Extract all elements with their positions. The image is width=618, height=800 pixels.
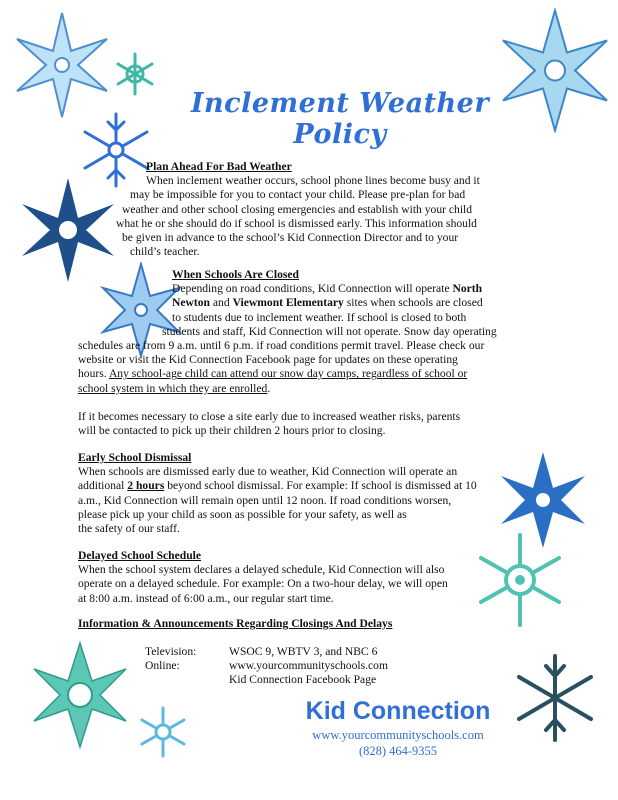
text-line: a.m., Kid Connection will remain open until 12 noon. If road conditions worsen, [78, 493, 452, 507]
info-table [145, 645, 445, 688]
section-information [78, 617, 498, 631]
text-line: what he or she should do if school is dismissed early. This information should [116, 216, 477, 230]
info-label: Television: [145, 645, 197, 658]
snowflake-icon [12, 10, 112, 120]
underlined-text: Any school-age child can attend our snow day camps, regardless of school or [108, 367, 468, 381]
text-span: Depending on road conditions, Kid Connection will operate [172, 282, 450, 296]
text-span: sites when schools are closed [346, 296, 483, 310]
section-early-dismissal [78, 451, 498, 536]
text-span: and [212, 296, 230, 310]
section-plan-ahead [108, 160, 528, 259]
text-span: hours. [78, 367, 107, 381]
text-line: will be contacted to pick up their children 2 hours prior to closing. [78, 424, 386, 438]
text-line: When schools are dismissed early due to weather, Kid Connection will operate an [78, 465, 458, 479]
section-close-early [78, 410, 518, 438]
text-line [78, 367, 518, 381]
bold-text: 2 hours [127, 479, 165, 493]
section-heading: When Schools Are Closed [172, 268, 300, 281]
text-line: at 8:00 a.m. instead of 6:00 a.m., our regular start time. [78, 591, 334, 605]
text-line: the safety of our staff. [78, 522, 180, 536]
info-label: Online: [145, 659, 180, 673]
snowflake-icon [138, 705, 188, 759]
text-span: beyond school dismissal. For example: If school is dismissed at 10 [167, 479, 477, 493]
org-phone: (828) 464-9355 [358, 744, 438, 758]
text-line: be given in advance to the school’s Kid Connection Director and to your [122, 231, 459, 245]
snowflake-icon [30, 640, 130, 750]
text-line: weather and other school closing emergencies and establish with your child [122, 202, 473, 216]
bold-text: North [452, 282, 483, 296]
text-line: to students due to inclement weather. If school is closed to both [172, 310, 467, 324]
text-line: schedules are from 9 a.m. until 6 p.m. if road conditions permit travel. Please check our [78, 339, 485, 353]
org-url: www.yourcommunityschools.com [312, 728, 484, 742]
text-line: If it becomes necessary to close a site early due to increased weather risks, parents [78, 410, 461, 423]
section-delayed-schedule [78, 549, 498, 606]
text-line [78, 479, 498, 493]
info-value: WSOC 9, WBTV 3, and NBC 6 [229, 645, 378, 658]
underlined-text: school system in which they are enrolled [78, 381, 268, 395]
text-line: please pick up your child as soon as possible for your safety, as well as [78, 507, 407, 521]
text-line: When inclement weather occurs, school phone lines become busy and it [146, 174, 480, 188]
section-heading: Delayed School Schedule [78, 549, 202, 562]
info-row-television [145, 645, 445, 659]
info-row-facebook [145, 673, 445, 687]
section-schools-closed [78, 268, 518, 396]
text-line: child’s teacher. [130, 245, 200, 259]
org-name: Kid Connection [305, 697, 491, 725]
info-row-online [145, 659, 445, 673]
text-line: students and staff, Kid Connection will not operate. Snow day operating [162, 324, 497, 338]
text-span: additional [78, 479, 125, 493]
text-line [172, 282, 518, 296]
text-line: may be impossible for you to contact your child. Please pre-plan for bad [130, 188, 466, 202]
section-heading: Plan Ahead For Bad Weather [146, 160, 292, 173]
section-heading: Information & Announcements Regarding Closings And Delays [78, 617, 393, 630]
info-value: Kid Connection Facebook Page [229, 673, 377, 687]
info-value: www.yourcommunityschools.com [229, 659, 388, 673]
text-line: When the school system declares a delayed schedule, Kid Connection will also [78, 563, 445, 577]
text-line: website or visit the Kid Connection Facebook page for updates on these operating [78, 353, 458, 367]
page-title: Inclement Weather Policy [190, 88, 490, 150]
bold-text: Viewmont Elementary [232, 296, 344, 310]
text-span: . [267, 381, 271, 395]
text-line: operate on a delayed schedule. For example: On a two-hour delay, we will open [78, 577, 448, 591]
snowflake-icon [510, 650, 600, 746]
bold-text: Newton [172, 296, 210, 310]
text-line [78, 382, 518, 396]
section-heading: Early School Dismissal [78, 451, 192, 464]
text-line [172, 296, 518, 310]
